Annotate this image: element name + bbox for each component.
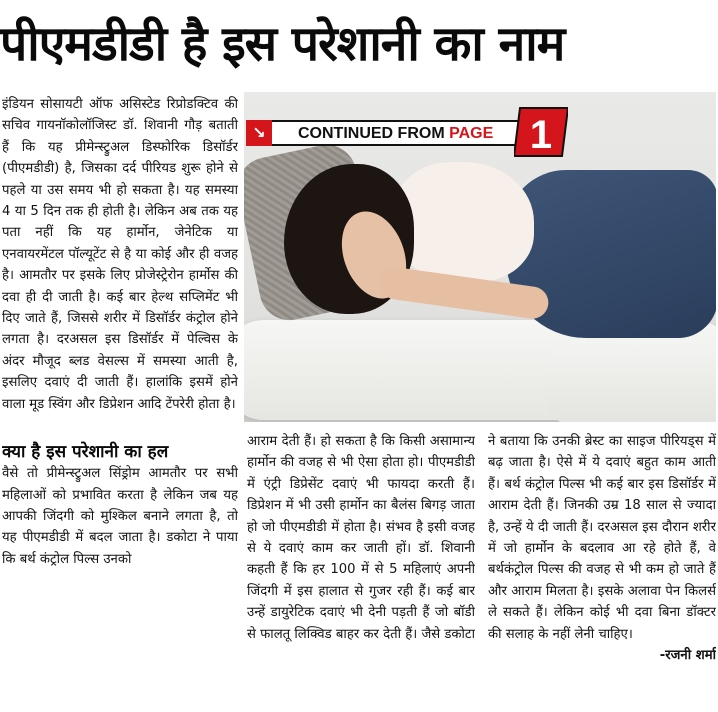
- section-subheading: क्या है इस परेशानी का हल: [2, 442, 169, 463]
- banner-page-word: PAGE: [449, 125, 494, 142]
- banner-prefix: CONTINUED FROM: [298, 125, 450, 142]
- sofa-cushion: [544, 340, 716, 422]
- article-column-right: [488, 431, 716, 711]
- author-byline: -रजनी शर्मा: [659, 648, 716, 664]
- continued-banner: [246, 113, 578, 157]
- banner-text: [298, 122, 493, 146]
- page-number: 1: [529, 113, 553, 157]
- article-paragraph: वैसे तो प्रीमेन्स्ट्रुअल सिंड्रोम आमतौर पर सभी महिलाओं को प्रभावित करता है लेकिन जब यह आपकी जिंदगी को मुश्किल बनाने लगता है, तो यह पीएमडीडी में बदल जाता है। डकोटा ने पाया कि बर्थ कंट्रोल पिल्स उनको: [2, 466, 238, 567]
- page-number-badge: [514, 106, 568, 158]
- article-column-middle: [247, 431, 475, 711]
- article-paragraph: ने बताया कि उनकी ब्रेस्ट का साइज पीरियड्स में बढ़ जाता है। ऐसे में ये दवाएं बहुत काम आती हैं। बर्थ कंट्रोल पिल्स भी कई बार इस डिसॉर्डर में आराम देती हैं। जिनकी उम्र 18 साल से ज्यादा है, उन्हें ये दी जाती हैं। दरअसल इस दौरान शरीर में जो हार्मोन के बदलाव आ रहे होते हैं, वे बर्थकंट्रोल पिल्स की वजह से भी कम हो जाते हैं और आराम मिलता है। इसके अलावा पेन किलर्स ले सकते हैं। लेकिन कोई भी दवा बिना डॉक्टर की सलाह के नहीं लेनी चाहिए।: [488, 434, 716, 642]
- article-column-left: [2, 94, 238, 710]
- article-paragraph: इंडियन सोसायटी ऑफ असिस्टेड रिप्रोडक्टिव की सचिव गायनॉकोलॉजिस्ट डॉ. शिवानी गौड़ बताती हैं कि यह प्रीमेन्स्ट्रुअल डिस्फोरिक डिसॉर्डर (पीएमडीडी) है, जिसका दर्द पीरियड शुरू होने से पहले या उस समय भी हो सकता है। यह समस्या 4 या 5 दिन तक ही होती है। लेकिन अब तक यह पता नहीं कि यह हार्मोन, जेनेटिक या एनवायरमेंटल पॉल्यूटेंट से है या कोई और ही वजह है। आमतौर पर इसके लिए प्रोजेस्ट्रेरोन हार्मोस की दवा ही दी जाती है। कई बार हेल्थ सप्लिमेंट भी दिए जाते हैं, जिससे शरीर में डिसॉर्डर कंट्रोल होने लगता है। दरअसल इस डिसॉर्डर में पेल्विस के अंदर मौजूद ब्लड वेसल्स में समस्या आती है, इसलिए दवाएं दी जाती हैं। हालांकि इसमें होने वाला मूड स्विंग और डिप्रेशन आदि टेंपरेरी होता है।: [2, 97, 238, 412]
- headline: पीएमडीडी है इस परेशानी का नाम: [0, 16, 565, 72]
- arrow-down-right-icon: ↘: [246, 120, 272, 146]
- article-paragraph: आराम देती हैं। हो सकता है कि किसी असामान्य हार्मोन की वजह से भी ऐसा होता हो। पीएमडीडी में एंट्री डिप्रेसेंट दवाएं भी फायदा करती हैं। डिप्रेशन में भी उसी हार्मोन का बैलंस बिगड़ जाता हो जो पीएमडीडी में होता है। संभव है इसी वजह से ये दवाएं काम कर जाती हों। डॉ. शिवानी कहती हैं कि हर 100 में से 5 महिलाएं अपनी जिंदगी में इस हालात से गुजर रही हैं। कई बार उन्हें डायुरेटिक दवाएं भी देनी पड़ती हैं जो बॉडी से फालतू लिक्विड बाहर कर देती हैं। जैसे डकोटा: [247, 434, 475, 642]
- torso-shape: [394, 162, 534, 282]
